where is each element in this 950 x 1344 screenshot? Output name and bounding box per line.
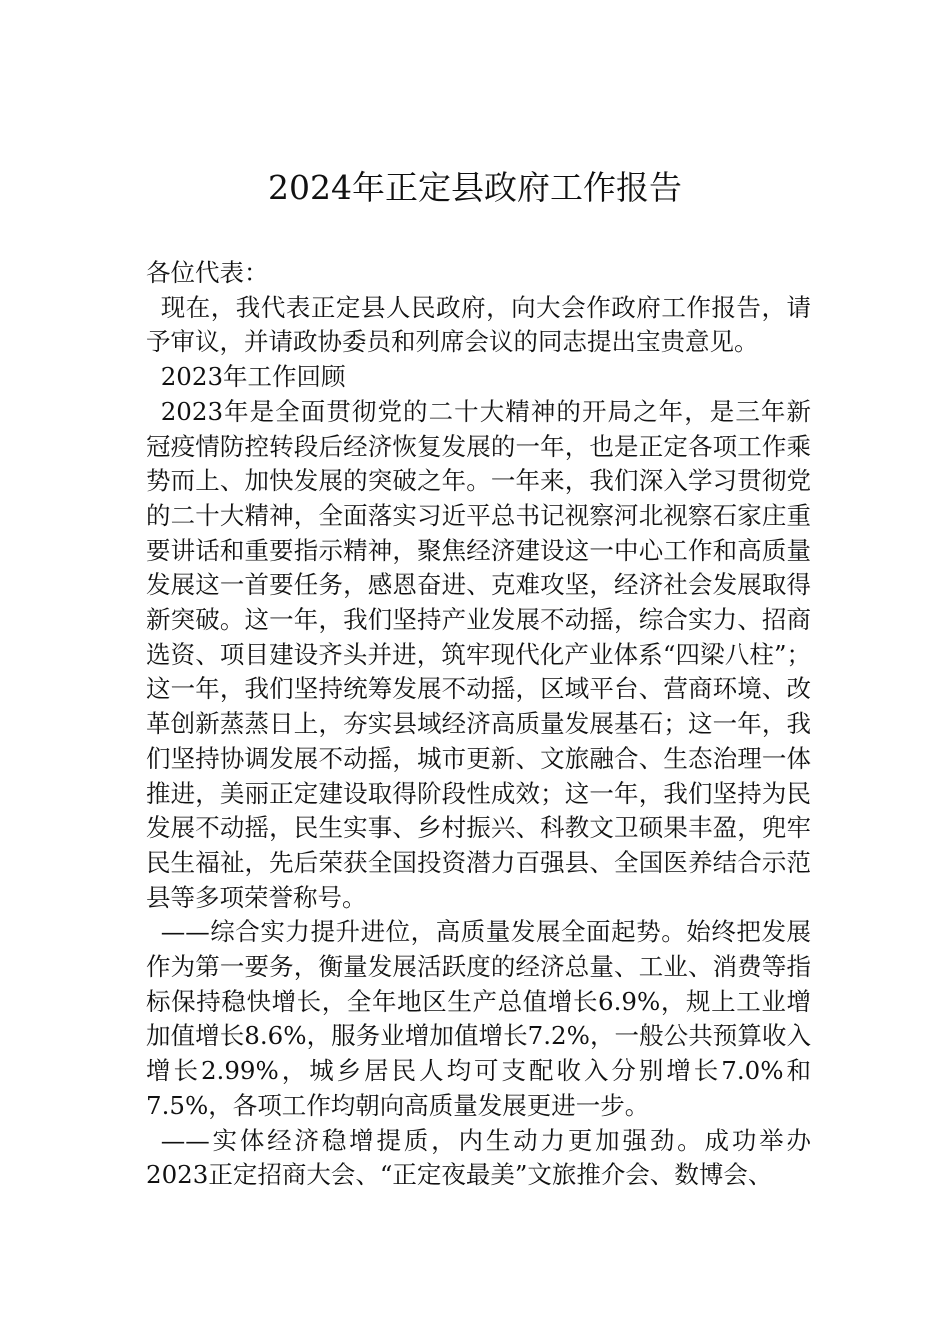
section-heading: 2023年工作回顾	[160, 362, 346, 392]
real-economy-paragraph: ——实体经济稳增提质，内生动力更加强劲。成功举办2023正定招商大会、“正定夜最美”文旅推介会、数博会、	[146, 1125, 811, 1190]
document-title: 2024年正定县政府工作报告	[268, 168, 682, 207]
opening-paragraph: 现在，我代表正定县人民政府，向大会作政府工作报告，请予审议，并请政协委员和列席会议的同志提出宝贵意见。	[146, 292, 811, 357]
economy-paragraph: ——综合实力提升进位，高质量发展全面起势。始终把发展作为第一要务，衡量发展活跃度的经济总量、工业、消费等指标保持稳快增长，全年地区生产总值增长6.9%，规上工业增加值增长8.6%，服务业增加值增长7.2%，一般公共预算收入增长2.99%，城乡居民人均可支配收入分别增长7.0%和7.5%，各项工作均朝向高质量发展更进一步。	[146, 917, 811, 1120]
document-body	[146, 256, 811, 1193]
greeting-line: 各位代表：	[146, 258, 269, 287]
review-paragraph: 2023年是全面贯彻党的二十大精神的开局之年，是三年新冠疫情防控转段后经济恢复发展的一年，也是正定各项工作乘势而上、加快发展的突破之年。一年来，我们深入学习贯彻党的二十大精神，全面落实习近平总书记视察河北视察石家庄重要讲话和重要指示精神，聚焦经济建设这一中心工作和高质量发展这一首要任务，感恩奋进、克难攻坚，经济社会发展取得新突破。这一年，我们坚持产业发展不动摇，综合实力、招商选资、项目建设齐头并进，筑牢现代化产业体系“四梁八柱”；这一年，我们坚持统筹发展不动摇，区域平台、营商环境、改革创新蒸蒸日上，夯实县域经济高质量发展基石；这一年，我们坚持协调发展不动摇，城市更新、文旅融合、生态治理一体推进，美丽正定建设取得阶段性成效；这一年，我们坚持为民发展不动摇，民生实事、乡村振兴、科教文卫硕果丰盈，兜牢民生福祉，先后荣获全国投资潜力百强县、全国医养结合示范县等多项荣誉称号。	[146, 396, 811, 912]
